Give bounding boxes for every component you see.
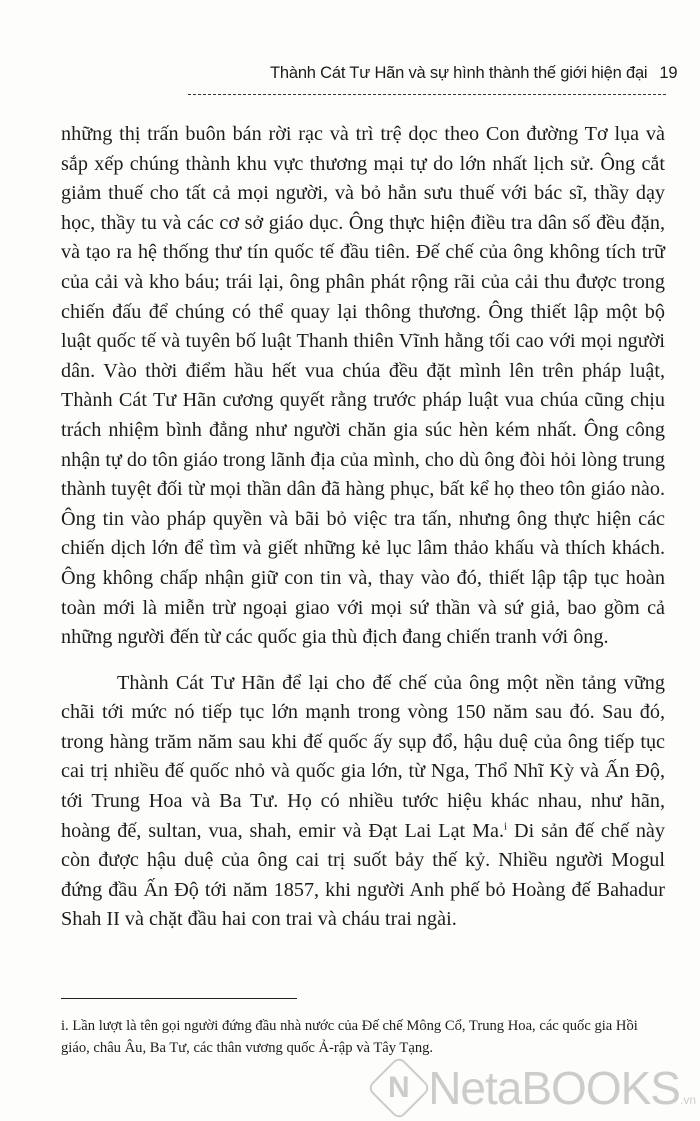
footnote: i. Lần lượt là tên gọi người đứng đầu nhà nước của Đế chế Mông Cổ, Trung Hoa, các quốc gia Hồi giáo, châu Âu, Ba Tư, các thân vương quốc Ả-rập và Tây Tạng.: [61, 1018, 638, 1056]
footnote-separator: [61, 998, 297, 999]
header-title: Thành Cát Tư Hãn và sự hình thành thế giới hiện đại: [270, 64, 648, 82]
watermark-logo-icon: N: [367, 1055, 432, 1120]
header-dashed-rule: [188, 94, 666, 95]
paragraph-text: Thành Cát Tư Hãn để lại cho đế chế của ông một nền tảng vững chãi tới mức nó tiếp tục lớn mạnh trong vòng 150 năm sau đó. Sau đó, trong hàng trăm năm sau khi đế quốc ấy sụp đổ, hậu duệ của ông tiếp tục cai trị nhiều đế quốc nhỏ và quốc gia lớn, từ Nga, Thổ Nhĩ Kỳ và Ấn Độ, tới Trung Hoa và Ba Tư. Họ có nhiều tước hiệu khác nhau, như hãn, hoàng đế, sultan, vua, shah, emir và Đạt Lai Lạt Ma.: [61, 671, 665, 842]
footnote-marker: i: [504, 819, 508, 832]
running-header: [270, 64, 678, 83]
paragraph-text: Di sản đế chế này còn được hậu duệ của ông cai trị suốt bảy thế kỷ. Nhiều người Mogul đứng đầu Ấn Độ tới năm 1857, khi người Anh phế bỏ Hoàng đế Bahadur Shah II và chặt đầu hai con trai và cháu trai ngài.: [61, 819, 665, 931]
paragraph: [61, 669, 665, 935]
body-text: [61, 120, 665, 935]
watermark: [376, 1061, 696, 1115]
watermark-text: NetaBOOKS: [428, 1062, 680, 1114]
page-number: 19: [659, 64, 678, 82]
paragraph: những thị trấn buôn bán rời rạc và trì trệ dọc theo Con đường Tơ lụa và sắp xếp chúng thành khu vực thương mại tự do lớn nhất lịch sử. Ông cắt giảm thuế cho tất cả mọi người, và bỏ hẳn sưu thuế với bác sĩ, thầy dạy học, thầy tu và các cơ sở giáo dục. Ông thực hiện điều tra dân số đều đặn, và tạo ra hệ thống thư tín quốc tế đầu tiên. Đế chế của ông không tích trữ của cải và kho báu; trái lại, ông phân phát rộng rãi của cải thu được trong chiến đấu để chúng có thể quay lại thông thương. Ông thiết lập một bộ luật quốc tế và tuyên bố luật Thanh thiên Vĩnh hằng tối cao với mọi người dân. Vào thời điểm hầu hết vua chúa đều đặt mình lên trên pháp luật, Thành Cát Tư Hãn cương quyết rằng trước pháp luật vua chúa cũng chịu trách nhiệm bình đẳng như người chăn gia súc hèn kém nhất. Ông công nhận tự do tôn giáo trong lãnh địa của mình, cho dù ông đòi hỏi lòng trung thành tuyệt đối từ mọi thần dân đã hàng phục, bất kể họ theo tôn giáo nào. Ông tin vào pháp quyền và bãi bỏ việc tra tấn, nhưng ông thực hiện các chiến dịch lớn để tìm và giết những kẻ lục lâm thảo khấu và thích khách. Ông không chấp nhận giữ con tin và, thay vào đó, thiết lập tập tục hoàn toàn mới là miễn trừ ngoại giao với mọi sứ thần và sứ giả, bao gồm cả những người đến từ các quốc gia thù địch đang chiến tranh với ông.: [61, 123, 665, 649]
watermark-suffix: .vn: [679, 1093, 696, 1107]
